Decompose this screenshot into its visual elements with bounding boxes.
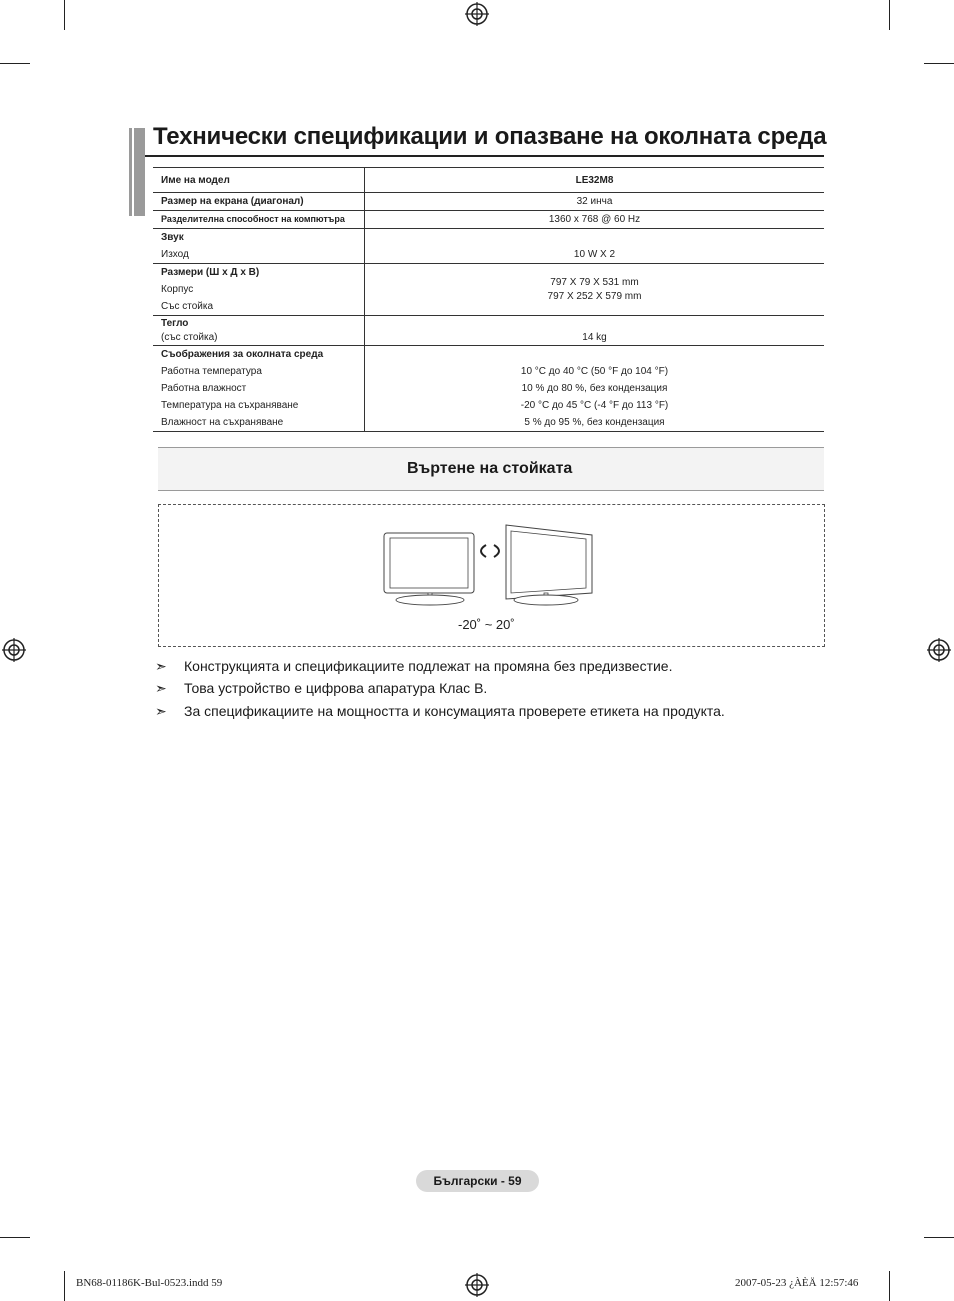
spec-sub-label: Влажност на съхраняване [161, 417, 284, 428]
spec-sub-label: Изход [161, 249, 189, 260]
registration-mark-icon [927, 638, 951, 662]
spec-label: Тегло [161, 318, 189, 329]
crop-mark [889, 0, 890, 30]
footer-file-info: BN68-01186K-Bul-0523.indd 59 [76, 1277, 223, 1289]
footer-timestamp: 2007-05-23 ¿ÀÈÄ 12:57:46 [735, 1277, 859, 1289]
spec-value: 10 °C до 40 °C (50 °F до 104 °F) [520, 366, 669, 377]
tv-right-icon [506, 525, 592, 605]
note-item [155, 680, 488, 697]
spec-value: 1360 x 768 @ 60 Hz [548, 214, 641, 225]
tv-left-icon [384, 533, 474, 605]
spec-value: 797 X 79 X 531 mm [550, 276, 639, 288]
table-row [153, 264, 824, 316]
spec-sub-label: Работна влажност [161, 383, 247, 394]
note-arrow-icon: ➣ [155, 658, 167, 674]
spec-value: 5 % до 95 %, без кондензация [524, 417, 665, 428]
section-header [158, 447, 824, 491]
spec-sub-label: (със стойка) [161, 332, 218, 343]
rotation-angle-label: -20˚ ~ 20˚ [458, 617, 515, 632]
registration-mark-icon [2, 638, 26, 662]
stand-rotation-illustration [382, 521, 598, 607]
crop-mark [0, 1237, 30, 1238]
title-underline [145, 155, 824, 157]
crop-mark [64, 1271, 65, 1301]
spec-table [153, 167, 824, 432]
spec-sub-label: Работна температура [161, 366, 262, 377]
table-row [153, 316, 824, 346]
registration-mark-icon [465, 1273, 489, 1297]
spec-value: 797 X 252 X 579 mm [547, 290, 642, 302]
model-name: LE32M8 [365, 168, 825, 193]
rotation-arrow-icon [494, 545, 499, 557]
note-item [155, 658, 673, 675]
spec-label: Съображения за околната среда [161, 349, 324, 360]
spec-value: 32 инча [576, 196, 613, 207]
title-accent-bar [129, 128, 145, 216]
spec-label: Звук [161, 232, 184, 243]
spec-sub-label: Корпус [161, 284, 194, 295]
spec-label: Разделителна способност на компютъра [161, 214, 345, 224]
table-row [153, 211, 824, 229]
spec-value: -20 °C до 45 °C (-4 °F до 113 °F) [520, 400, 669, 411]
table-row [153, 229, 824, 264]
spec-label: Размери (Ш x Д x В) [161, 267, 260, 278]
rotation-arrow-icon [481, 545, 486, 557]
section-title: Въртене на стойката [407, 460, 573, 477]
note-item [155, 703, 725, 720]
spec-value: 10 % до 80 %, без кондензация [521, 383, 668, 394]
note-text: За спецификациите на мощността и консумацията проверете етикета на продукта. [184, 703, 725, 719]
crop-mark [64, 0, 65, 30]
table-row [153, 346, 824, 432]
spec-sub-label: Температура на съхраняване [161, 400, 299, 411]
crop-mark [889, 1271, 890, 1301]
table-row [153, 193, 824, 211]
page-number-badge: Български - 59 [416, 1170, 539, 1192]
crop-mark [924, 63, 954, 64]
crop-mark [0, 63, 30, 64]
note-arrow-icon: ➣ [155, 680, 167, 696]
registration-mark-icon [465, 2, 489, 26]
page-title: Технически спецификации и опазване на околната среда [153, 123, 827, 150]
spec-value: 14 kg [582, 332, 607, 343]
note-text: Това устройство е цифрова апаратура Клас B. [184, 680, 488, 696]
spec-label: Име на модел [153, 168, 365, 193]
note-text: Конструкцията и спецификациите подлежат на промяна без предизвестие. [184, 658, 673, 674]
note-arrow-icon: ➣ [155, 703, 167, 719]
crop-mark [924, 1237, 954, 1238]
spec-sub-label: Със стойка [161, 301, 214, 312]
table-row [153, 168, 824, 193]
spec-value: 10 W X 2 [573, 249, 616, 260]
spec-label: Размер на екрана (диагонал) [161, 196, 304, 207]
